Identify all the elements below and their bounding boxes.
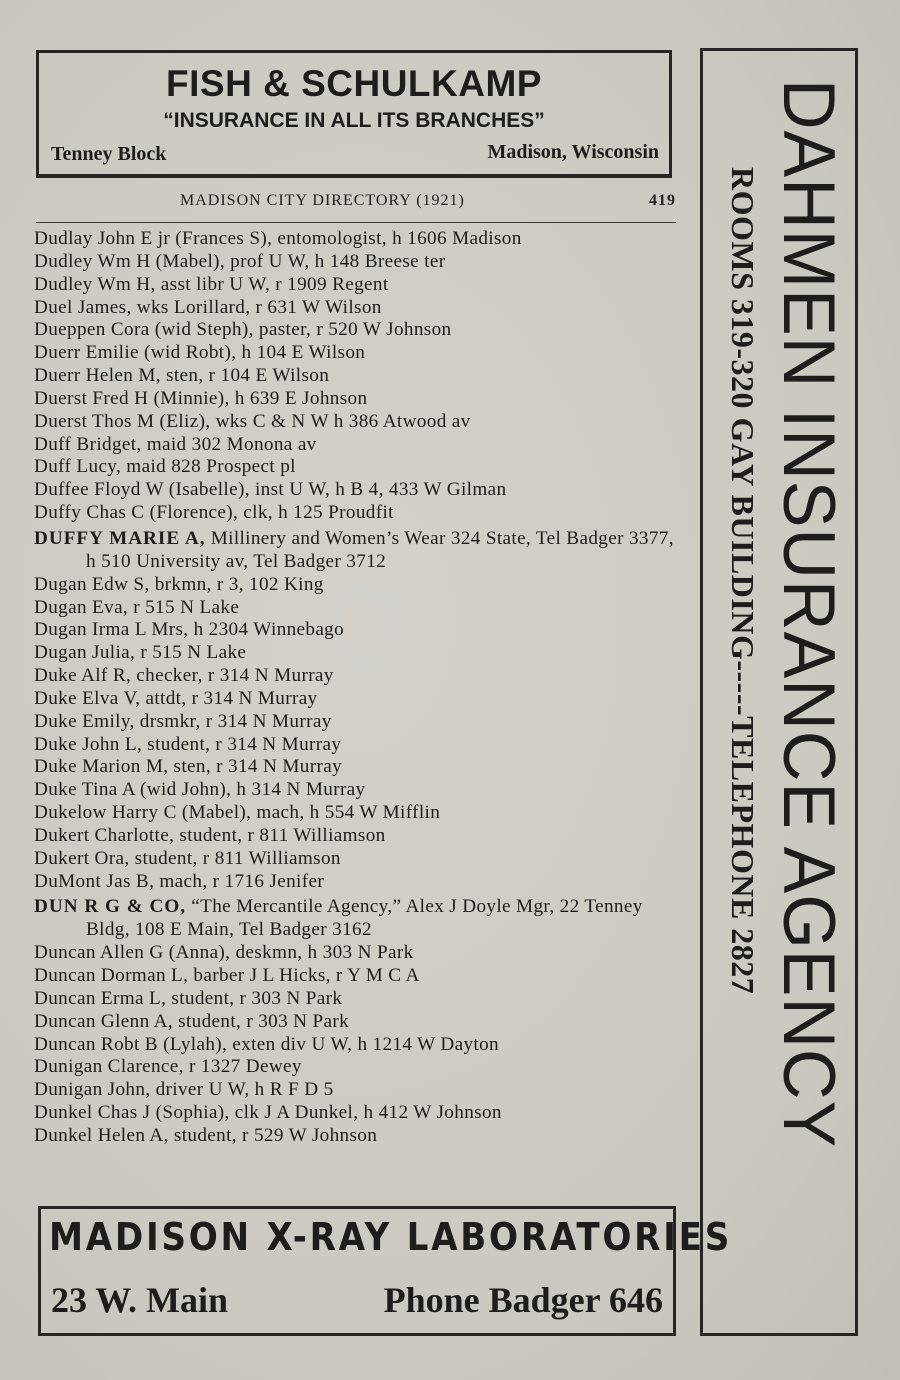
directory-entry bbox=[34, 779, 682, 802]
directory-entry bbox=[34, 965, 682, 988]
entry-text: Dugan Julia, r 515 N Lake bbox=[34, 642, 247, 664]
entry-business-name: DUN R G & CO, bbox=[34, 896, 187, 918]
directory-entry bbox=[34, 342, 682, 365]
directory-entry bbox=[34, 665, 682, 688]
entry-text: Dunkel Chas J (Sophia), clk J A Dunkel, h 412 W Johnson bbox=[34, 1102, 502, 1124]
entry-text: Dunigan Clarence, r 1327 Dewey bbox=[34, 1056, 302, 1078]
entry-text: Millinery and Women’s Wear 324 State, Tel Badger 3377, h 510 University av, Tel Badger 3712 bbox=[86, 527, 674, 572]
directory-entry bbox=[34, 251, 682, 274]
entry-text: Duerst Thos M (Eliz), wks C & N W h 386 Atwood av bbox=[34, 410, 471, 432]
entry-text: Dugan Eva, r 515 N Lake bbox=[34, 596, 240, 618]
directory-title: MADISON CITY DIRECTORY (1921) bbox=[180, 192, 465, 209]
agency-details: ROOMS 319-320 GAY BUILDING-----TELEPHONE 2827 bbox=[725, 167, 761, 995]
xray-title: MADISON X-RAY LABORATORIES bbox=[49, 1215, 733, 1259]
directory-entry bbox=[34, 365, 682, 388]
dahmen-insurance-ad bbox=[700, 48, 858, 1336]
entry-text: Duke Elva V, attdt, r 314 N Murray bbox=[34, 687, 318, 709]
entry-text: Dudlay John E jr (Frances S), entomologist, h 1606 Madison bbox=[34, 228, 522, 249]
xray-laboratories-ad bbox=[38, 1206, 733, 1336]
directory-entry bbox=[34, 274, 682, 297]
xray-address: 23 W. Main bbox=[51, 1280, 229, 1320]
directory-entry bbox=[34, 502, 682, 525]
directory-entry bbox=[34, 756, 682, 779]
entry-text: Dukert Charlotte, student, r 811 Williamson bbox=[34, 824, 386, 846]
entry-text: Duff Bridget, maid 302 Monona av bbox=[34, 433, 317, 455]
directory-entry bbox=[34, 896, 682, 942]
ad-title: FISH & SCHULKAMP bbox=[166, 63, 542, 104]
directory-entry bbox=[34, 942, 682, 965]
directory-entry bbox=[34, 597, 682, 620]
entry-text: Duke Marion M, sten, r 314 N Murray bbox=[34, 756, 343, 778]
entry-text: Duncan Allen G (Anna), deskmn, h 303 N Park bbox=[34, 942, 414, 964]
agency-name: DAHMEN INSURANCE AGENCY bbox=[768, 79, 850, 1149]
directory-entry bbox=[34, 1011, 682, 1034]
entry-text: Duerst Fred H (Minnie), h 639 E Johnson bbox=[34, 387, 368, 409]
entry-text: Duncan Robt B (Lylah), exten div U W, h 1214 W Dayton bbox=[34, 1033, 499, 1055]
directory-entry bbox=[34, 802, 682, 825]
directory-entry bbox=[34, 1079, 682, 1102]
directory-entry bbox=[34, 411, 682, 434]
directory-entry bbox=[34, 871, 682, 894]
fish-schulkamp-ad bbox=[36, 50, 672, 178]
directory-entry bbox=[34, 319, 682, 342]
directory-entry bbox=[34, 479, 682, 502]
page-header bbox=[36, 192, 676, 216]
directory-entry bbox=[34, 1102, 682, 1125]
entry-text: Dukert Ora, student, r 811 Williamson bbox=[34, 847, 341, 869]
entry-text: Duke Alf R, checker, r 314 N Murray bbox=[34, 665, 334, 687]
entry-business-name: DUFFY MARIE A, bbox=[34, 527, 206, 549]
entry-text: Duncan Glenn A, student, r 303 N Park bbox=[34, 1010, 350, 1032]
directory-entry bbox=[34, 848, 682, 871]
entry-text: Duke Emily, drsmkr, r 314 N Murray bbox=[34, 710, 332, 732]
directory-entry bbox=[34, 1125, 682, 1148]
entry-text: Duerr Helen M, sten, r 104 E Wilson bbox=[34, 365, 330, 387]
entry-text: Duffy Chas C (Florence), clk, h 125 Proudfit bbox=[34, 502, 394, 524]
directory-entry bbox=[34, 1056, 682, 1079]
directory-entry bbox=[34, 228, 682, 251]
directory-entries bbox=[34, 228, 682, 1148]
entry-text: Duke John L, student, r 314 N Murray bbox=[34, 733, 342, 755]
entry-text: Dunkel Helen A, student, r 529 W Johnson bbox=[34, 1124, 378, 1146]
directory-entry bbox=[34, 825, 682, 848]
entry-text: Duffee Floyd W (Isabelle), inst U W, h B 4, 433 W Gilman bbox=[34, 479, 507, 501]
directory-entry bbox=[34, 574, 682, 597]
directory-entry bbox=[34, 528, 682, 574]
entry-text: Duel James, wks Lorillard, r 631 W Wilson bbox=[34, 296, 382, 318]
ad-address-right: Madison, Wisconsin bbox=[487, 141, 659, 163]
directory-entry bbox=[34, 297, 682, 320]
ad-motto: “INSURANCE IN ALL ITS BRANCHES” bbox=[163, 109, 545, 132]
directory-entry bbox=[34, 1034, 682, 1057]
entry-text: Dueppen Cora (wid Steph), paster, r 520 W Johnson bbox=[34, 319, 452, 341]
entry-text: Duncan Dorman L, barber J L Hicks, r Y M C A bbox=[34, 965, 420, 986]
entry-text: Dukelow Harry C (Mabel), mach, h 554 W Mifflin bbox=[34, 802, 441, 824]
entry-text: DuMont Jas B, mach, r 1716 Jenifer bbox=[34, 870, 325, 892]
entry-text: Dudley Wm H, asst libr U W, r 1909 Regent bbox=[34, 273, 389, 295]
entry-text: Duerr Emilie (wid Robt), h 104 E Wilson bbox=[34, 342, 366, 364]
entry-text: Duke Tina A (wid John), h 314 N Murray bbox=[34, 779, 366, 801]
header-divider bbox=[36, 222, 676, 223]
entry-text: “The Mercantile Agency,” Alex J Doyle Mgr, 22 Tenney Bldg, 108 E Main, Tel Badger 3162 bbox=[86, 896, 643, 941]
directory-entry bbox=[34, 456, 682, 479]
ad-address-left: Tenney Block bbox=[51, 143, 167, 165]
entry-text: Duff Lucy, maid 828 Prospect pl bbox=[34, 456, 296, 478]
entry-text: Dugan Edw S, brkmn, r 3, 102 King bbox=[34, 573, 324, 595]
directory-entry bbox=[34, 711, 682, 734]
entry-text: Duncan Erma L, student, r 303 N Park bbox=[34, 987, 343, 1009]
entry-text: Dudley Wm H (Mabel), prof U W, h 148 Breese ter bbox=[34, 250, 446, 272]
directory-entry bbox=[34, 434, 682, 457]
page-number: 419 bbox=[649, 192, 676, 209]
directory-entry bbox=[34, 619, 682, 642]
directory-entry bbox=[34, 642, 682, 665]
xray-phone: Phone Badger 646 bbox=[383, 1280, 663, 1320]
entry-text: Dunigan John, driver U W, h R F D 5 bbox=[34, 1079, 334, 1101]
directory-entry bbox=[34, 688, 682, 711]
directory-entry bbox=[34, 734, 682, 757]
entry-text: Dugan Irma L Mrs, h 2304 Winnebago bbox=[34, 619, 345, 641]
directory-entry bbox=[34, 388, 682, 411]
directory-entry bbox=[34, 988, 682, 1011]
